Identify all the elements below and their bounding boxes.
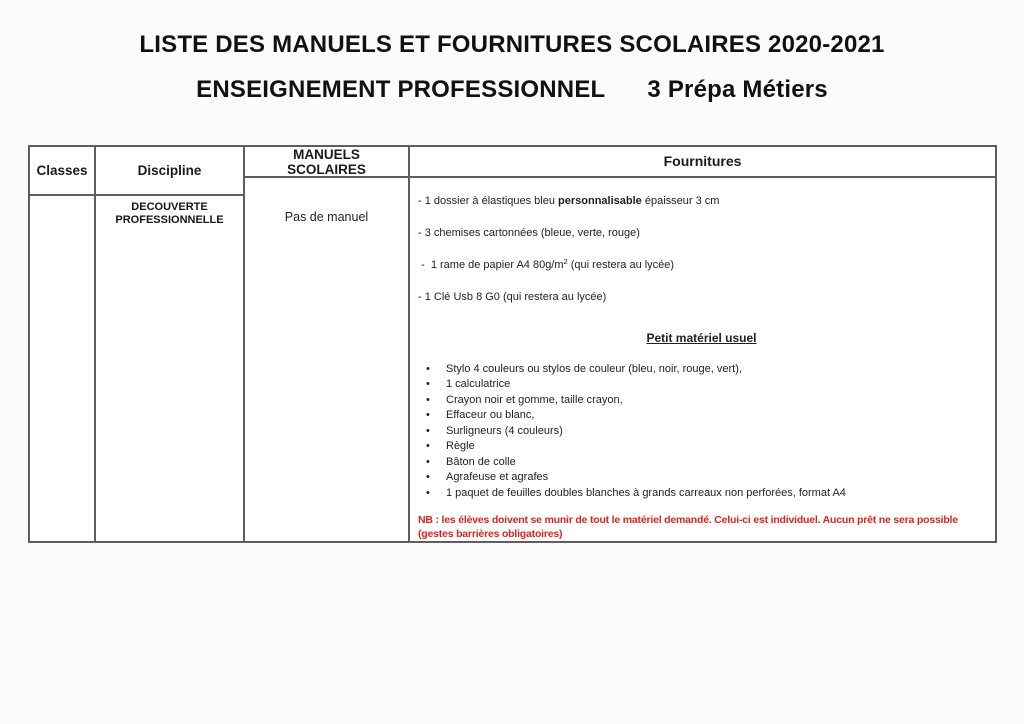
bullet-item: • Effaceur ou blanc, xyxy=(446,408,985,424)
document-title-line-1: LISTE DES MANUELS ET FOURNITURES SCOLAIRES 2020-2021 xyxy=(139,31,885,58)
manuels-header-line-1: MANUELS xyxy=(293,146,360,162)
bullet-item: • Surligneurs (4 couleurs) xyxy=(446,424,985,440)
column-fournitures xyxy=(410,147,995,541)
small-supplies-list xyxy=(418,362,985,502)
document-title-line-2 xyxy=(0,76,1024,104)
column-discipline xyxy=(96,147,245,541)
manuels-header-line-2: SCOLAIRES xyxy=(287,161,366,177)
item-text: - 3 chemises cartonnées (bleue, verte, rouge) xyxy=(418,226,640,239)
cell-classes-value xyxy=(30,196,94,541)
item-text: épaisseur 3 cm xyxy=(641,194,720,207)
supply-item-paper xyxy=(418,255,985,272)
cell-manuels-value: Pas de manuel xyxy=(284,210,369,224)
column-classes xyxy=(30,147,96,541)
supply-item-folders-card xyxy=(418,223,985,240)
supply-item-usb xyxy=(418,287,985,304)
column-header-manuels xyxy=(245,147,408,178)
title-line-2-right: 3 Prépa Métiers xyxy=(647,76,828,103)
bullet-item: • 1 paquet de feuilles doubles blanches à grands carreaux non perforées, format A4 xyxy=(446,486,985,502)
note-line-1: NB : les élèves doivent se munir de tout le matériel demandé. Celui-ci est individuel. Aucun prêt ne sera possible xyxy=(418,514,958,526)
bullet-item: • Stylo 4 couleurs ou stylos de couleur (bleu, noir, rouge, vert), xyxy=(446,362,985,378)
superscript: 2 xyxy=(563,256,568,266)
discipline-text: DECOUVERTE PROFESSIONNELLE xyxy=(115,201,224,226)
column-manuels xyxy=(245,147,410,541)
bullet-item: • 1 calculatrice xyxy=(446,377,985,393)
bold-emphasis: personnalisable xyxy=(558,194,642,207)
note-line-2: (gestes barrières obligatoires) xyxy=(418,527,563,540)
column-header-fournitures: Fournitures xyxy=(410,147,995,178)
supply-item-folder xyxy=(418,191,985,208)
column-header-discipline: Discipline xyxy=(96,147,243,196)
item-text: - 1 rame de papier A4 80g/m xyxy=(418,258,564,271)
supplies-table xyxy=(28,145,997,543)
subsection-heading: Petit matériel usuel xyxy=(646,330,757,345)
note-red xyxy=(418,514,985,541)
item-text: - 1 dossier à élastiques bleu xyxy=(418,194,559,207)
title-line-2-left: ENSEIGNEMENT PROFESSIONNEL xyxy=(196,76,606,103)
bullet-item: • Crayon noir et gomme, taille crayon, xyxy=(446,393,985,409)
column-header-classes: Classes xyxy=(30,147,94,196)
cell-discipline-value xyxy=(96,196,243,541)
item-text: - 1 Clé Usb 8 G0 (qui restera au lycée) xyxy=(418,290,607,303)
bullet-item: • Agrafeuse et agrafes xyxy=(446,470,985,486)
bullet-item: • Règle xyxy=(446,439,985,455)
item-text: (qui restera au lycée) xyxy=(567,258,675,271)
cell-fournitures-content xyxy=(410,178,995,542)
bullet-item: • Bâton de colle xyxy=(446,455,985,471)
